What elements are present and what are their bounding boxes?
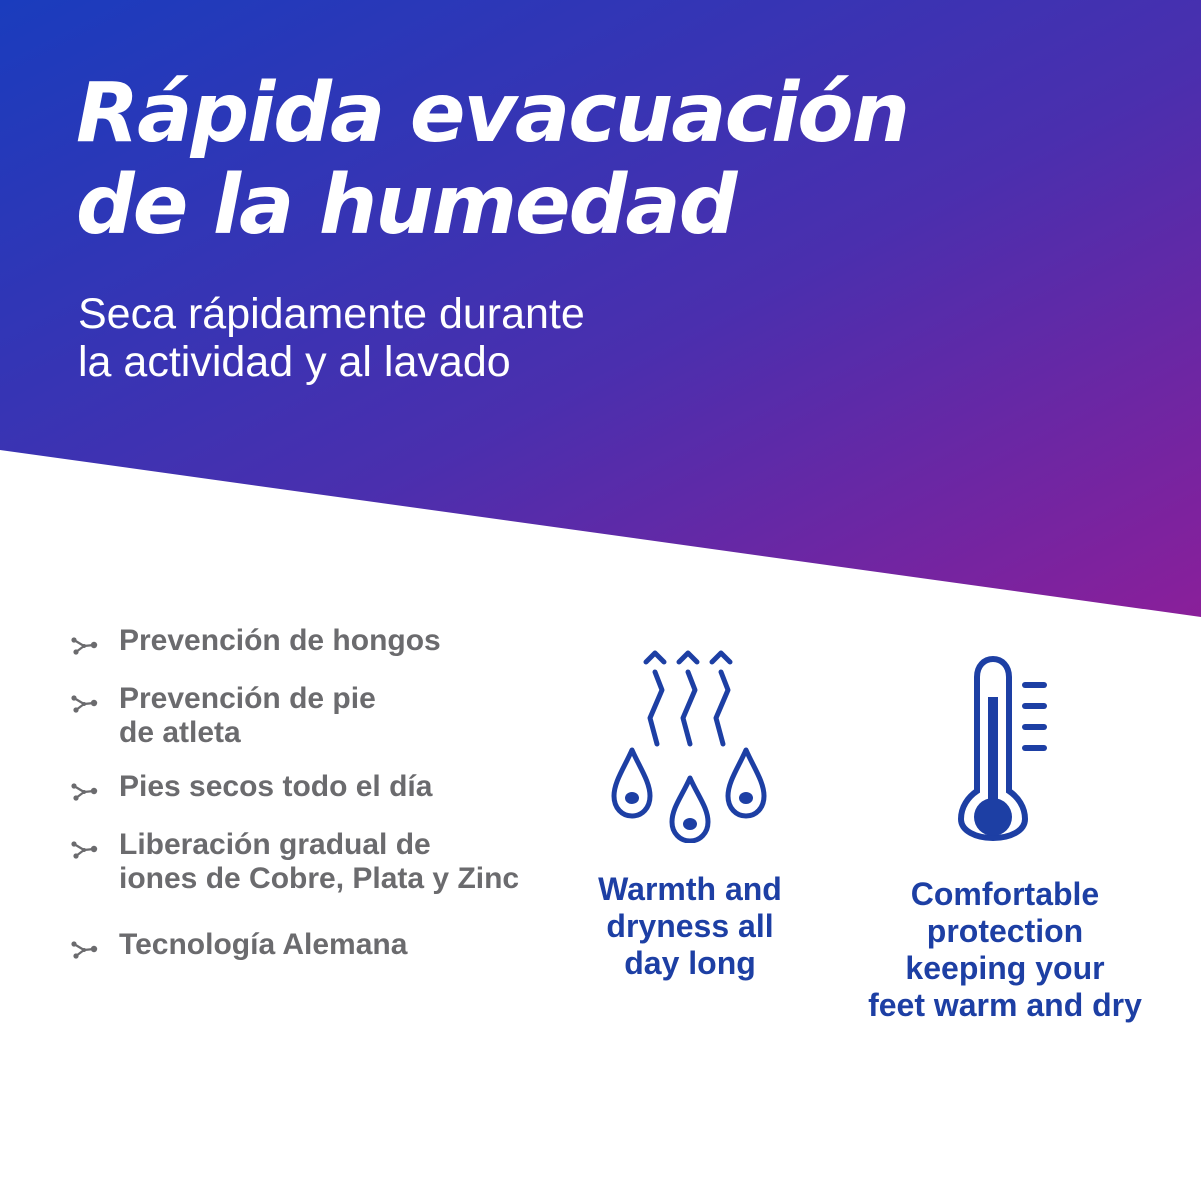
molecule-icon	[66, 778, 100, 802]
badge-text: Comfortable protection keeping your feet warm and dry	[868, 876, 1142, 1023]
molecule-icon	[66, 936, 100, 960]
badge-comfortable-protection	[845, 640, 1165, 1040]
molecule-icon	[66, 690, 100, 714]
badge-warmth-dryness	[570, 640, 810, 1000]
molecule-icon	[66, 632, 100, 656]
title-line-2: de la humedad	[76, 158, 736, 253]
subtitle-line-1: Seca rápidamente durante	[78, 290, 585, 338]
page-title	[76, 68, 908, 252]
badge-text: Warmth and dryness all day long	[598, 871, 782, 981]
feature-text: Prevención de pie de atleta	[119, 682, 376, 749]
molecule-icon	[66, 836, 100, 860]
thermometer-icon	[955, 655, 1051, 841]
feature-text: Liberación gradual de iones de Cobre, Plata y Zinc	[119, 828, 520, 895]
feature-text: Tecnología Alemana	[119, 928, 408, 961]
feature-text: Pies secos todo el día	[119, 770, 433, 803]
evaporating-droplets-icon	[610, 648, 770, 843]
feature-text: Prevención de hongos	[119, 624, 441, 657]
subtitle-line-2: la actividad y al lavado	[78, 338, 511, 386]
page-subtitle	[78, 290, 585, 386]
title-line-1: Rápida evacuación	[76, 66, 909, 161]
